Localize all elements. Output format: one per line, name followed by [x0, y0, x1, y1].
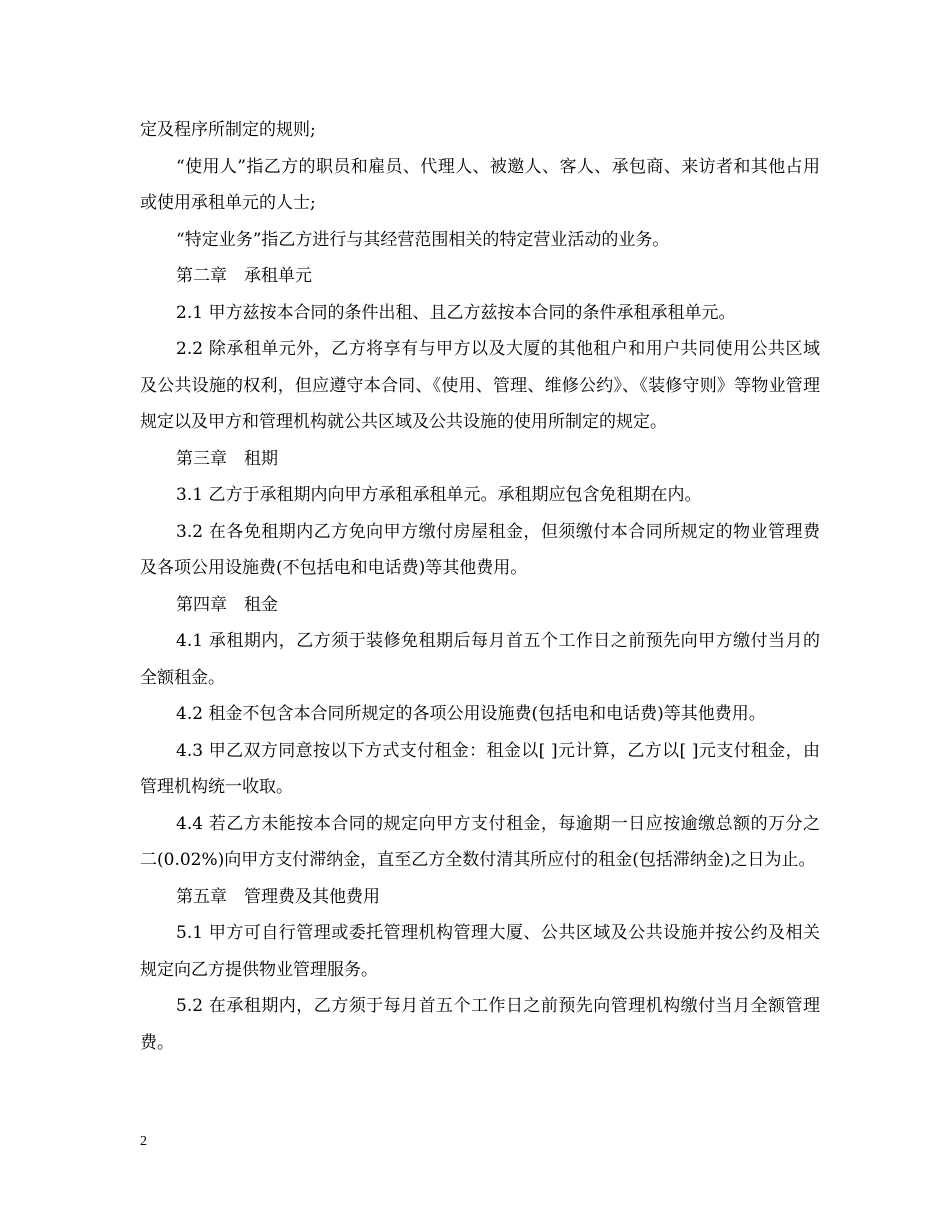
chapter-heading: 第二章 承租单元	[176, 266, 312, 286]
paragraph: 5.2 在承租期内，乙方须于每月首五个工作日之前预先向管理机构缴付当月全额管理费。	[140, 996, 820, 1053]
paragraph: “特定业务”指乙方进行与其经营范围相关的特定营业活动的业务。	[176, 229, 670, 250]
paragraph: 4.1 承租期内，乙方须于装修免租期后每月首五个工作日之前预先向甲方缴付当月的全额租金。	[140, 631, 820, 688]
document-body	[140, 112, 820, 1061]
paragraph: 4.4 若乙方未能按本合同的规定向甲方支付租金，每逾期一日应按逾缴总额的万分之二(0.02%)向甲方支付滞纳金，直至乙方全数付清其所应付的租金(包括滞纳金)之日为止。	[140, 813, 820, 870]
paragraph: 3.1 乙方于承租期内向甲方承租承租单元。承租期应包含免租期在内。	[176, 485, 702, 505]
paragraph: 4.3 甲乙双方同意按以下方式支付租金：租金以[ ]元计算，乙方以[ ]元支付租金，由管理机构统一收取。	[140, 740, 820, 797]
paragraph: “使用人”指乙方的职员和雇员、代理人、被邀人、客人、承包商、来访者和其他占用或使用承租单元的人士;	[140, 156, 820, 213]
paragraph: 2.1 甲方兹按本合同的条件出租、且乙方兹按本合同的条件承租承租单元。	[176, 302, 736, 323]
chapter-heading: 第五章 管理费及其他费用	[176, 886, 380, 907]
paragraph: 2.2 除承租单元外，乙方将享有与甲方以及大厦的其他租户和用户共同使用公共区域及公共设施的权利，但应遵守本合同、《使用、管理、维修公约》、《装修守则》等物业管理规定以及甲方和管理机构就公共区域及公共设施的使用所制定的规定。	[140, 339, 820, 432]
paragraph: 3.2 在各免租期内乙方免向甲方缴付房屋租金，但须缴付本合同所规定的物业管理费及各项公用设施费(不包括电和电话费)等其他费用。	[140, 521, 820, 578]
chapter-heading: 第三章 租期	[176, 448, 278, 469]
chapter-heading: 第四章 租金	[176, 594, 278, 615]
paragraph: 定及程序所制定的规则;	[140, 120, 316, 140]
paragraph: 4.2 租金不包含本合同所规定的各项公用设施费(包括电和电话费)等其他费用。	[176, 704, 766, 724]
paragraph: 5.1 甲方可自行管理或委托管理机构管理大厦、公共区域及公共设施并按公约及相关规定向乙方提供物业管理服务。	[140, 923, 820, 980]
page-number: 2	[140, 1134, 147, 1149]
